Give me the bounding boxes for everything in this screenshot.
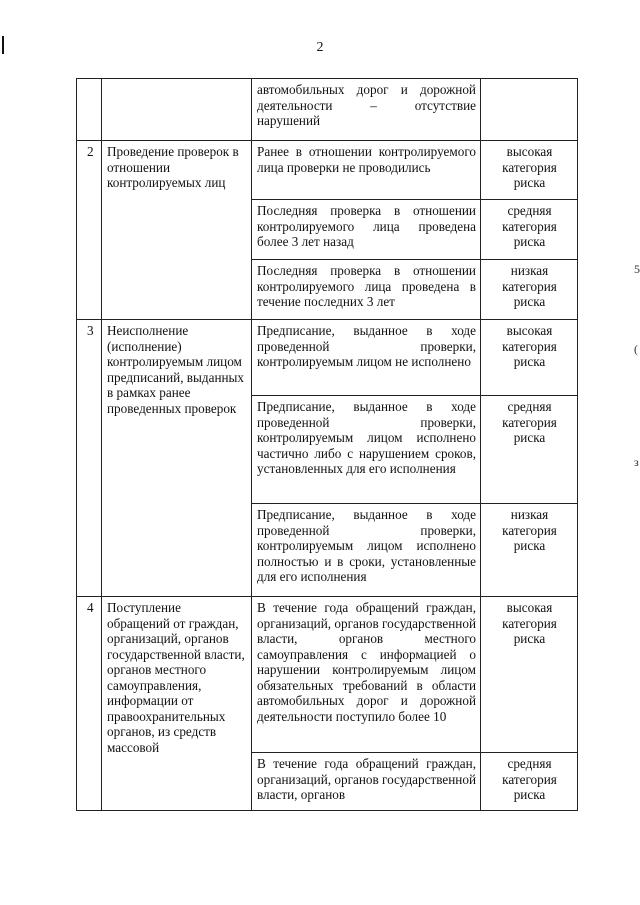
condition-cell: Предписание, выданное в ходе проведенной проверки, контролируемым лицом исполнено частично либо с нарушением сроков, установленных для его исполнения [252, 396, 481, 504]
condition-line: нарушений [257, 113, 321, 128]
condition-cell: Ранее в отношении контролируемого лица проверки не проводились [252, 141, 481, 200]
criterion-cell: Неисполнение (исполнение) контролируемым лицом предписаний, выданных в рамках ранее проведенных проверок [102, 320, 252, 597]
page-number: 2 [316, 40, 324, 55]
condition-cell [252, 79, 481, 141]
risk-cell: высокая категория риска [481, 597, 578, 753]
risk-cell [481, 79, 578, 141]
edge-mark: 5 [634, 262, 640, 276]
row-number: 3 [77, 320, 102, 597]
row-number: 4 [77, 597, 102, 811]
edge-mark: з [634, 455, 639, 469]
risk-cell: высокая категория риска [481, 320, 578, 396]
table-row [77, 79, 578, 141]
risk-cell: средняя категория риска [481, 753, 578, 811]
risk-cell: средняя категория риска [481, 200, 578, 260]
row-number [77, 79, 102, 141]
table-row [77, 141, 578, 200]
condition-cell: Последняя проверка в отношении контролируемого лица проведена более 3 лет назад [252, 200, 481, 260]
condition-cell: Последняя проверка в отношении контролируемого лица проведена в течение последних 3 лет [252, 260, 481, 320]
condition-cell: Предписание, выданное в ходе проведенной проверки, контролируемым лицом исполнено полностью и в сроки, установленные для его исполнения [252, 504, 481, 597]
risk-cell: низкая категория риска [481, 260, 578, 320]
table-row [77, 597, 578, 753]
risk-criteria-table [76, 78, 578, 811]
condition-line: автомобильных дорог и дорожной [257, 82, 476, 97]
criterion-cell [102, 79, 252, 141]
criterion-cell: Поступление обращений от граждан, организаций, органов государственной власти, органов местного самоуправления, информации от правоохранительных органов, из средств массовой [102, 597, 252, 811]
row-number: 2 [77, 141, 102, 320]
edge-mark: ( [634, 342, 638, 356]
criterion-cell: Проведение проверок в отношении контролируемых лиц [102, 141, 252, 320]
condition-cell: В течение года обращений граждан, организаций, органов государственной власти, органов [252, 753, 481, 811]
table-row [77, 320, 578, 396]
condition-cell: Предписание, выданное в ходе проведенной проверки, контролируемым лицом не исполнено [252, 320, 481, 396]
risk-cell: средняя категория риска [481, 396, 578, 504]
risk-cell: высокая категория риска [481, 141, 578, 200]
risk-cell: низкая категория риска [481, 504, 578, 597]
condition-line: деятельности – отсутствие [257, 97, 476, 113]
condition-cell: В течение года обращений граждан, организаций, органов государственной власти, органов местного самоуправления с информацией о нарушении контролируемым лицом обязательных требований в области автомобильных дорог и дорожной деятельности поступило более 10 [252, 597, 481, 753]
